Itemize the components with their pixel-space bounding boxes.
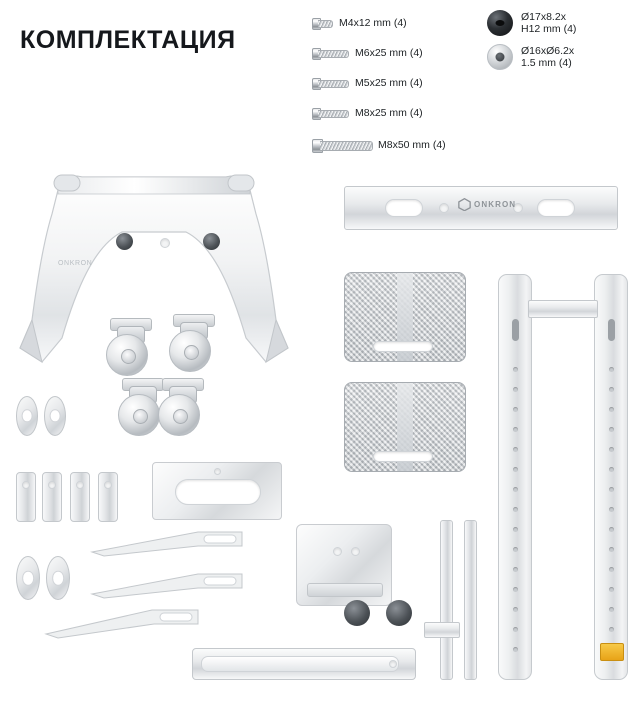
screw-icon	[312, 108, 349, 118]
base-brand-text: ONKRON	[58, 260, 93, 267]
caster-wheel-disc	[169, 330, 211, 372]
plate-hole	[22, 481, 30, 489]
mount-plate	[296, 524, 392, 606]
hardware-row	[312, 68, 512, 98]
slide-rail	[192, 648, 416, 680]
vesa-adapter-plate	[152, 462, 282, 520]
vesa-window	[175, 479, 261, 505]
pad-slot	[373, 451, 433, 462]
support-arm	[86, 572, 246, 600]
caster-hub	[121, 349, 136, 364]
caster-wheel-disc	[106, 334, 148, 376]
oval-spacer	[46, 556, 70, 600]
dark-cap	[344, 600, 370, 626]
caster-wheel-disc	[158, 394, 200, 436]
support-arm-shape	[86, 530, 246, 558]
hardware-row	[312, 38, 512, 68]
small-plate	[98, 472, 118, 522]
screw-icon	[312, 48, 349, 58]
base-center-hole	[160, 238, 170, 248]
hardware-list	[312, 8, 512, 162]
grey-washer-icon	[487, 44, 513, 70]
washer-label	[521, 11, 576, 35]
pad-slot	[373, 341, 433, 352]
oval-spacer	[16, 396, 38, 436]
oval-spacer	[16, 556, 40, 600]
caster-wheel	[152, 378, 208, 434]
oval-spacer	[44, 396, 66, 436]
hardware-label: M5x25 mm (4)	[355, 77, 423, 89]
washer-label-line1: Ø17x8.2x	[521, 11, 566, 23]
bracket-slot	[385, 199, 423, 217]
washer-label-line1: Ø16xØ6.2x	[521, 45, 575, 57]
warning-sticker	[600, 643, 624, 661]
mount-plate-lip	[307, 583, 383, 597]
caster-hub	[133, 409, 148, 424]
mount-hole	[333, 547, 342, 556]
small-plate	[70, 472, 90, 522]
washer-list	[487, 10, 576, 78]
caster-hub	[173, 409, 188, 424]
support-arm	[86, 530, 246, 558]
washer-label-line2: 1.5 mm (4)	[521, 57, 572, 69]
onkron-logo-icon	[458, 198, 471, 211]
rail-hole	[389, 660, 397, 668]
hardware-row	[312, 98, 512, 128]
support-arm	[42, 606, 202, 640]
screw-icon	[312, 18, 333, 28]
small-plate	[16, 472, 36, 522]
plate-hole	[48, 481, 56, 489]
bracket-logo-group	[458, 198, 516, 211]
screw-icon	[312, 139, 372, 151]
screw-icon	[312, 78, 349, 88]
washer-row	[487, 44, 576, 70]
washer-label-line2: H12 mm (4)	[521, 23, 577, 35]
column-crossbar	[528, 300, 598, 318]
base-hole-cap	[116, 233, 133, 250]
column-slot	[512, 319, 519, 341]
thin-rod	[440, 520, 453, 680]
rod-bracket	[424, 622, 460, 638]
hardware-row	[312, 128, 512, 162]
plate-hole	[76, 481, 84, 489]
hardware-label: M6x25 mm (4)	[355, 47, 423, 59]
vertical-column	[594, 274, 628, 680]
bracket-brand-text: ONKRON	[474, 200, 517, 209]
dark-cap	[386, 600, 412, 626]
vertical-column	[498, 274, 532, 680]
caster-hub	[184, 345, 199, 360]
vesa-hole	[214, 468, 221, 475]
caster-wheel	[100, 318, 156, 374]
textured-pad	[344, 272, 466, 362]
base-hole-cap	[203, 233, 220, 250]
hardware-label: M8x50 mm (4)	[378, 139, 446, 151]
wall-bracket	[344, 186, 618, 230]
plate-hole	[104, 481, 112, 489]
washer-row	[487, 10, 576, 36]
support-arm-shape	[86, 572, 246, 600]
caster-wheel	[163, 314, 219, 370]
washer-label	[521, 45, 574, 69]
hardware-row	[312, 8, 512, 38]
thin-rod	[464, 520, 477, 680]
small-plate	[42, 472, 62, 522]
rail-groove	[201, 656, 399, 672]
textured-pad	[344, 382, 466, 472]
black-washer-icon	[487, 10, 513, 36]
support-arm-shape	[42, 606, 202, 640]
column-slot	[608, 319, 615, 341]
bracket-slot	[537, 199, 575, 217]
hardware-label: M8x25 mm (4)	[355, 107, 423, 119]
hardware-label: M4x12 mm (4)	[339, 17, 407, 29]
bracket-hole	[439, 203, 449, 213]
page-title: КОМПЛЕКТАЦИЯ	[20, 26, 236, 54]
mount-hole	[351, 547, 360, 556]
